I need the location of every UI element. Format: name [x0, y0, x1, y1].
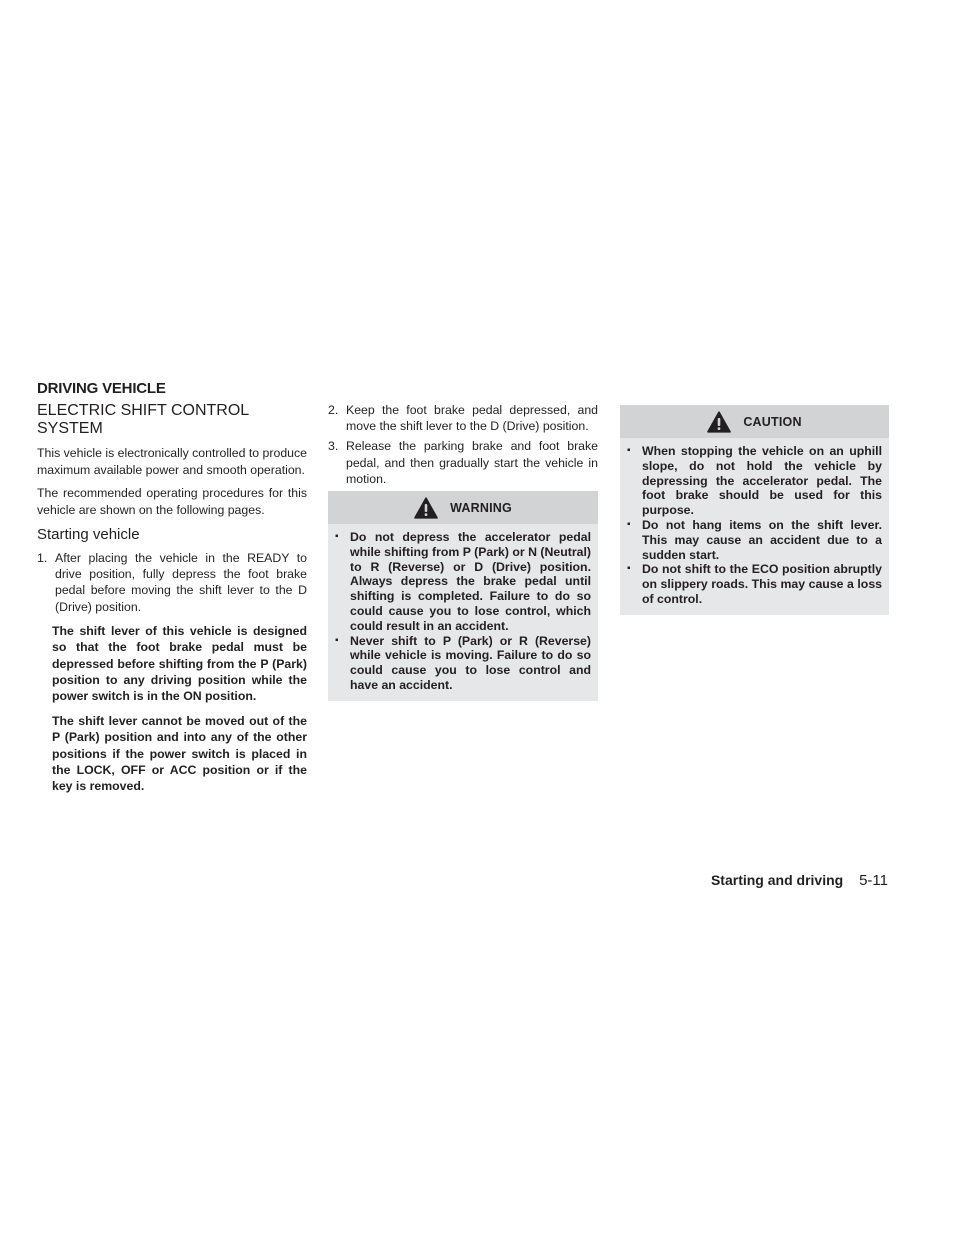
caution-title: CAUTION [743, 414, 802, 429]
step-item [328, 402, 598, 434]
caution-item [627, 562, 882, 606]
warning-triangle-icon [414, 497, 438, 519]
column-middle [328, 402, 598, 701]
caution-box [620, 405, 889, 615]
caution-item [627, 518, 882, 562]
steps-list [37, 550, 307, 615]
bold-note: The shift lever of this vehicle is designed so that the foot brake pedal must be depressed before shifting from the P (Park) position to any driving position while the power switch is in the ON position. [52, 623, 307, 704]
warning-item [335, 634, 591, 693]
warning-list [335, 530, 591, 693]
bullet-marker: ▪ [335, 531, 339, 543]
column-left [37, 380, 307, 802]
warning-box [328, 491, 598, 701]
bullet-marker: ▪ [627, 518, 631, 530]
warning-item [335, 530, 591, 634]
bullet-marker: ▪ [335, 634, 339, 646]
steps-list-continued [328, 402, 598, 487]
step-item [37, 550, 307, 615]
warning-item-text: Never shift to P (Park) or R (Reverse) while vehicle is moving. Failure to do so could cause you to lose control and have an accident. [350, 633, 591, 692]
step-number: 1. [37, 551, 48, 565]
bold-note: The shift lever cannot be moved out of the P (Park) position and into any of the other positions if the power switch is placed in the LOCK, OFF or ACC position or if the key is removed. [52, 713, 307, 794]
starting-vehicle-heading: Starting vehicle [37, 526, 140, 543]
section-title: DRIVING VEHICLE [37, 380, 166, 397]
column-right [620, 405, 889, 615]
warning-item-text: Do not depress the accelerator pedal while shifting from P (Park) or N (Neutral) to R (Reverse) or D (Drive) position. Always depress the brake pedal until shifting is completed. Failure to do so could cause you to lose control, which could result in an accident. [350, 530, 591, 633]
caution-item [627, 444, 882, 518]
bullet-marker: ▪ [627, 563, 631, 575]
warning-title: WARNING [450, 500, 512, 515]
step-text: Keep the foot brake pedal depressed, and move the shift lever to the D (Drive) position. [346, 403, 598, 434]
step-text: Release the parking brake and foot brake pedal, and then gradually start the vehicle in motion. [346, 439, 598, 486]
intro-paragraph: This vehicle is electronically controlled to produce maximum available power and smooth operation. [37, 446, 307, 477]
step-number: 3. [328, 439, 339, 454]
step-number: 2. [328, 403, 339, 417]
warning-triangle-icon [707, 411, 731, 433]
page-number: 5-11 [859, 872, 888, 889]
caution-list [627, 444, 882, 607]
caution-header [620, 405, 889, 438]
warning-header [328, 491, 598, 524]
intro-paragraph: The recommended operating procedures for this vehicle are shown on the following pages. [37, 486, 307, 517]
caution-item-text: Do not shift to the ECO position abruptly on slippery roads. This may cause a loss of control. [642, 562, 882, 606]
caution-item-text: Do not hang items on the shift lever. This may cause an accident due to a sudden start. [642, 517, 882, 562]
step-item [328, 438, 598, 487]
page-footer [711, 871, 888, 890]
caution-item-text: When stopping the vehicle on an uphill slope, do not hold the vehicle by depressing the accelerator pedal. The foot brake should be used for this purpose. [642, 444, 882, 518]
step-text: After placing the vehicle in the READY to drive position, fully depress the foot brake pedal before moving the shift lever to the D (Drive) position. [55, 551, 307, 614]
bullet-marker: ▪ [627, 445, 631, 456]
footer-section-name: Starting and driving [710, 872, 844, 888]
subsection-title: ELECTRIC SHIFT CONTROL SYSTEM [37, 402, 249, 437]
